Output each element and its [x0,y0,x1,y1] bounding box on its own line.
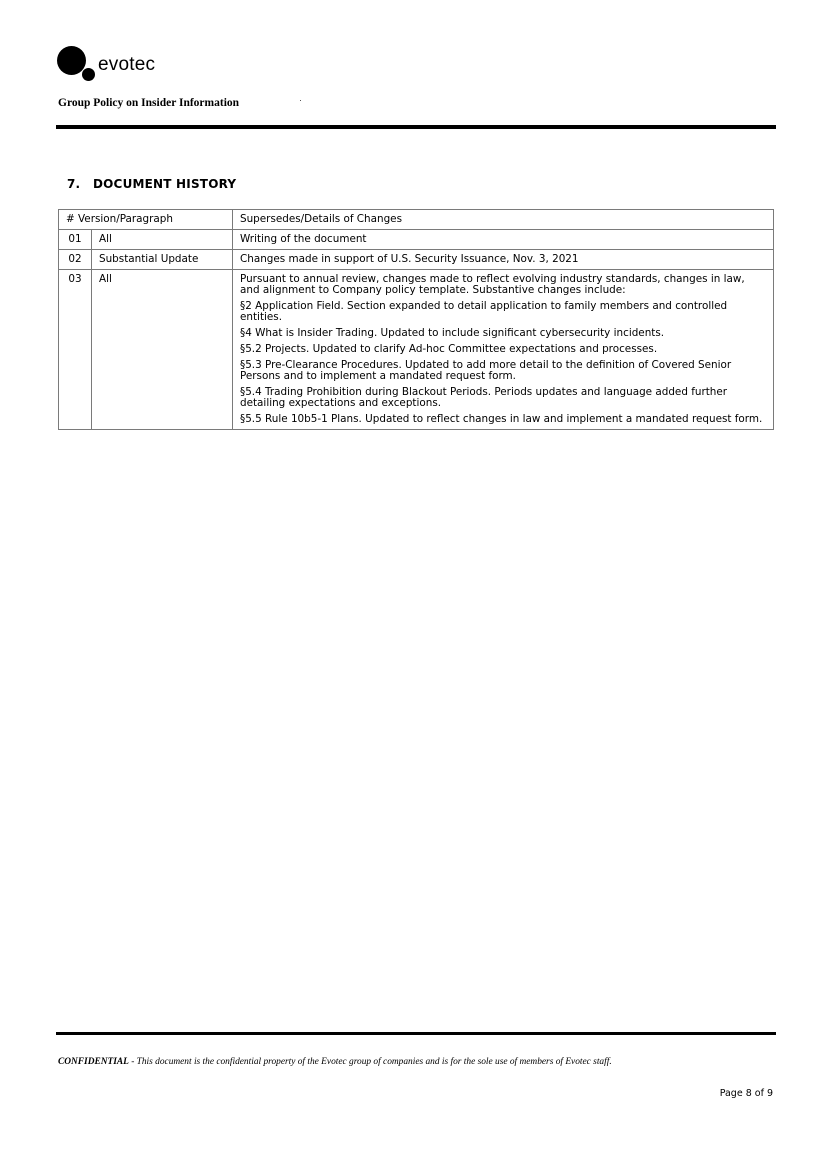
detail-paragraph: §2 Application Field. Section expanded to detail application to family members and controlled entities. [240,300,728,323]
row-version: All [92,270,233,430]
stray-mark [300,100,301,101]
detail-paragraph: §5.2 Projects. Updated to clarify Ad-hoc Committee expectations and processes. [240,343,658,355]
row-version: Substantial Update [92,250,233,270]
detail-paragraph: Changes made in support of U.S. Security Issuance, Nov. 3, 2021 [240,253,579,265]
confidential-label: CONFIDENTIAL [58,1057,129,1067]
row-number: 02 [59,250,92,270]
table-row [59,230,774,250]
document-history-table [58,209,774,430]
footer-divider [56,1032,776,1035]
detail-paragraph: §5.5 Rule 10b5-1 Plans. Updated to reflect changes in law and implement a mandated request form. [240,413,763,425]
row-details [233,250,774,270]
confidential-text: - This document is the confidential property of the Evotec group of companies and is for the sole use of members of Evotec staff. [128,1057,612,1067]
confidentiality-notice [58,1057,612,1067]
table-header-row [59,210,774,230]
section-heading [67,177,236,191]
section-number: 7. [67,177,81,191]
row-details [233,230,774,250]
header-divider [56,125,776,129]
logo-small-dot-icon [82,68,95,81]
section-title: DOCUMENT HISTORY [93,177,237,191]
logo-wordmark: evotec [98,54,156,75]
table-row [59,250,774,270]
detail-paragraph: §5.3 Pre-Clearance Procedures. Updated to add more detail to the definition of Covered Senior Persons and to implement a mandated request form. [240,359,732,382]
detail-paragraph: §5.4 Trading Prohibition during Blackout Periods. Periods updates and language added further detailing expectations and exceptions. [240,386,728,409]
logo-large-dot-icon [57,46,86,75]
row-number: 01 [59,230,92,250]
row-number: 03 [59,270,92,430]
detail-paragraph: §4 What is Insider Trading. Updated to include significant cybersecurity incidents. [240,327,665,339]
header-number-version: # Version/Paragraph [59,210,233,230]
header-details: Supersedes/Details of Changes [233,210,774,230]
detail-paragraph: Writing of the document [240,233,367,245]
table-row [59,270,774,430]
page-number: Page 8 of 9 [719,1088,773,1099]
row-details [233,270,774,430]
document-title: Group Policy on Insider Information [58,97,240,109]
row-version: All [92,230,233,250]
evotec-logo [57,46,217,86]
detail-paragraph: Pursuant to annual review, changes made to reflect evolving industry standards, changes in law, and alignment to Company policy template. Substantive changes include: [240,273,745,296]
